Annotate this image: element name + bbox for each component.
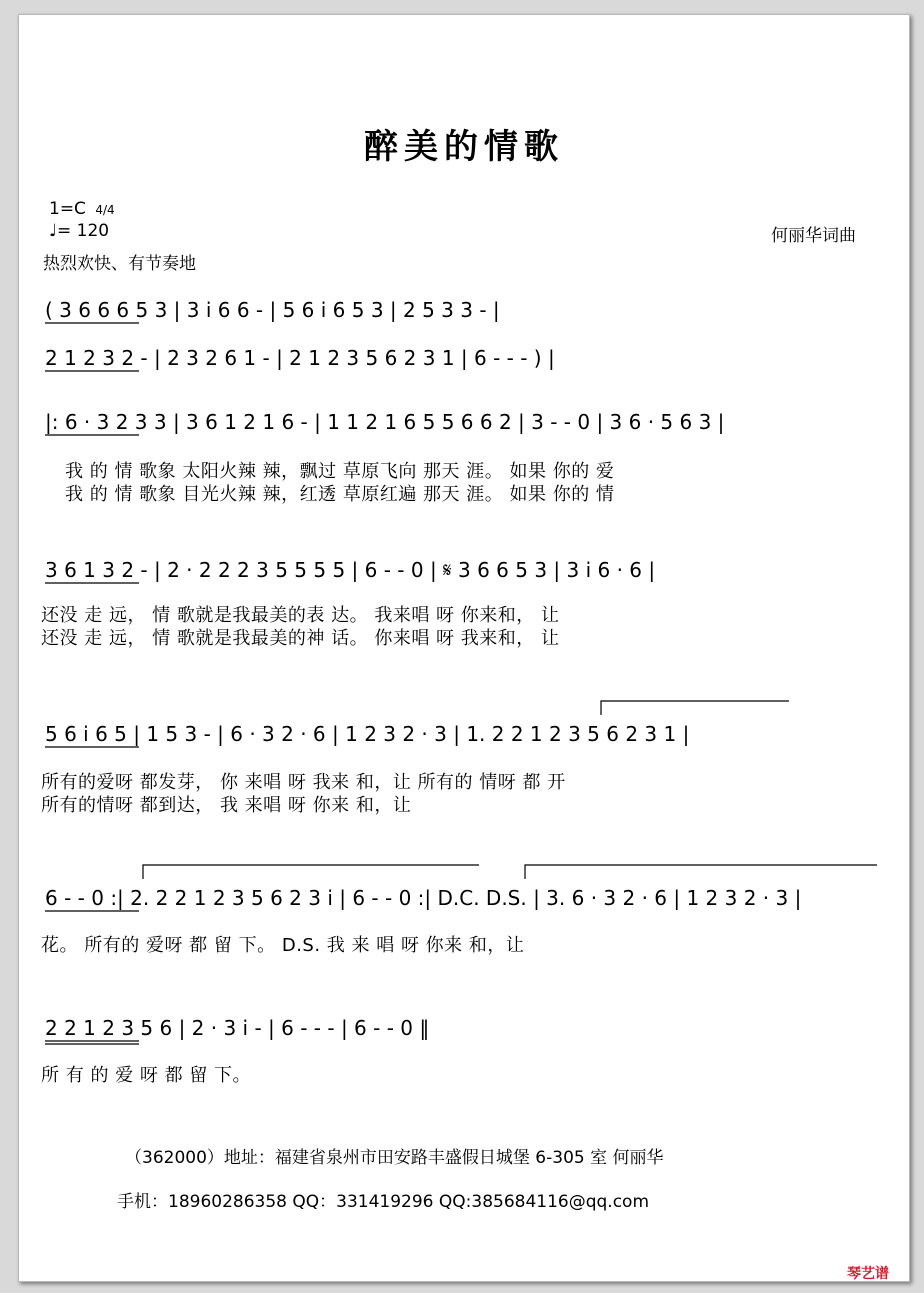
notation-line-7: 2 2 1 2 3 5 6 | 2 · 3 i - | 6 - - - | 6 - - 0 ‖ (45, 1016, 430, 1040)
lyric-row-4-verse-1: 还没 走 远， 情 歌就是我最美的表 达。 我来唱 呀 你来和， 让 (41, 605, 560, 626)
tempo-mark: ♩= 120 (49, 221, 110, 241)
song-title: 醉美的情歌 (364, 127, 564, 167)
time-signature: 4/4 (95, 203, 115, 217)
footer-contact: 手机：18960286358 QQ：331419296 QQ:385684116@qq.com (117, 1192, 650, 1212)
footer-address: （362000）地址：福建省泉州市田安路丰盛假日城堡 6-305 室 何丽华 (125, 1148, 664, 1168)
lyric-row-3-verse-1: 我 的 情 歌象 太阳火辣 辣，飘过 草原飞向 那天 涯。 如果 你的 爱 (65, 461, 615, 482)
key-value: 1=C (49, 199, 86, 219)
notation-line-4: 3 6 1 3 2 - | 2 · 2 2 2 3 5 5 5 5 | 6 - - 0 | 𝄋 3 6 6 5 3 | 3 i 6 · 6 | (45, 558, 656, 582)
notation-line-5: 5 6 i 6 5 | 1 5 3 - | 6 · 3 2 · 6 | 1 2 3 2 · 3 | 1. 2 2 1 2 3 5 6 2 3 1 | (45, 722, 690, 746)
notation-line-1: ( 3 6 6 6 5 3 | 3 i 6 6 - | 5 6 i 6 5 3 | 2 5 3 3 - | (45, 298, 500, 322)
notation-line-3: |: 6 · 3 2 3 3 | 3 6 1 2 1 6 - | 1 1 2 1 6 5 5 6 6 2 | 3 - - 0 | 3 6 · 5 6 3 | (45, 410, 725, 434)
expression-mark: 热烈欢快、有节奏地 (43, 254, 196, 274)
lyric-row-4-verse-2: 还没 走 远， 情 歌就是我最美的神 话。 你来唱 呀 我来和， 让 (41, 628, 560, 649)
watermark-logo: 琴艺谱 (847, 1266, 889, 1282)
composer-credit: 何丽华词曲 (771, 226, 856, 246)
notation-line-2: 2 1 2 3 2 - | 2 3 2 6 1 - | 2 1 2 3 5 6 2 3 1 | 6 - - - ) | (45, 346, 555, 370)
lyric-row-5-verse-2: 所有的情呀 都到达， 我 来唱 呀 你来 和，让 (41, 795, 412, 816)
notation-line-6: 6 - - 0 :| 2. 2 2 1 2 3 5 6 2 3 i | 6 - - 0 :| D.C. D.S. | 3. 6 · 3 2 · 6 | 1 2 3 2 · 3 | (45, 886, 802, 910)
lyric-row-6: 花。 所有的 爱呀 都 留 下。 D.S. 我 来 唱 呀 你来 和，让 (41, 935, 525, 956)
score-sheet (18, 14, 910, 1282)
lyric-row-5-verse-1: 所有的爱呀 都发芽， 你 来唱 呀 我来 和，让 所有的 情呀 都 开 (41, 772, 566, 793)
lyric-row-3-verse-2: 我 的 情 歌象 目光火辣 辣，红透 草原红遍 那天 涯。 如果 你的 情 (65, 484, 615, 505)
lyric-row-7: 所 有 的 爱 呀 都 留 下。 (41, 1065, 252, 1086)
notation-svg (19, 15, 909, 1135)
